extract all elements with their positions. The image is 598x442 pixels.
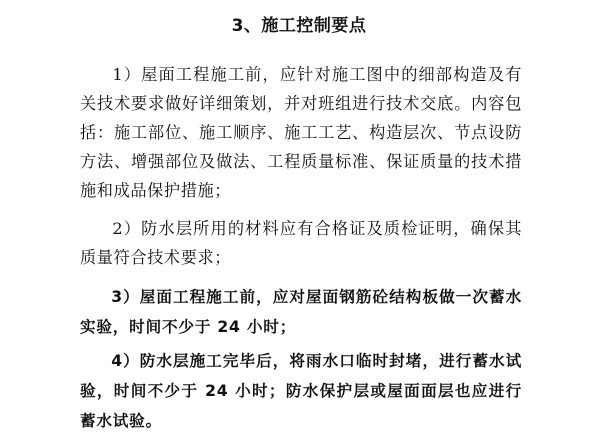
- paragraph-4: 4）防水层施工完毕后，将雨水口临时封堵，进行蓄水试验，时间不少于 24 小时；防水保护层或屋面面层也应进行蓄水试验。: [80, 352, 522, 430]
- paragraph-1: 1）屋面工程施工前，应针对施工图中的细部构造及有关技术要求做好详细策划，并对班组进行技术交底。内容包括：施工部位、施工顺序、施工工艺、构造层次、节点设防方法、增强部位及做法、工程质量标准、保证质量的技术措施和成品保护措施；: [80, 65, 522, 200]
- section-title: 3、施工控制要点: [231, 16, 367, 36]
- paragraph-2: 2）防水层所用的材料应有合格证及质检证明，确保其质量符合技术要求；: [80, 219, 522, 267]
- paragraph-3: 3）屋面工程施工前，应对屋面钢筋砼结构板做一次蓄水实验，时间不少于 24 小时；: [80, 288, 522, 336]
